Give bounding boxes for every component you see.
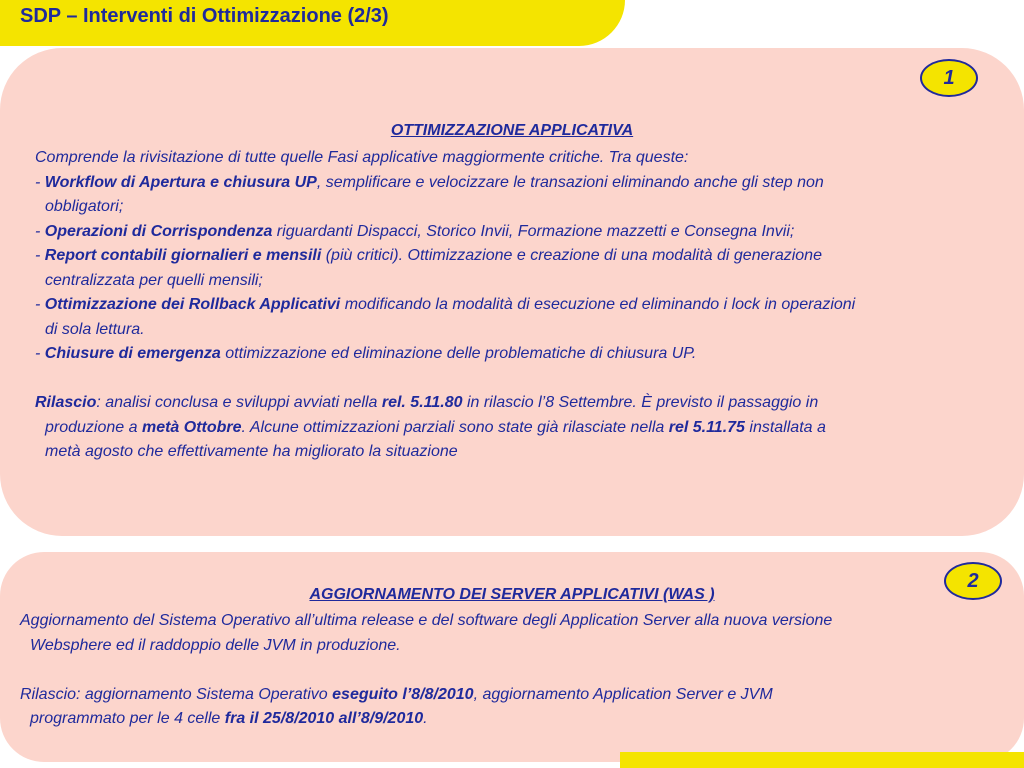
list-item: - Operazioni di Corrispondenza riguardanti Dispacci, Storico Invii, Formazione mazzetti e Consegna Invii;	[35, 222, 795, 240]
panel-ottimizzazione-applicativa	[0, 48, 1024, 536]
list-item: - Workflow di Apertura e chiusura UP, semplificare e velocizzare le transazioni eliminando anche gli step non	[35, 173, 824, 191]
release-note: Rilascio: aggiornamento Sistema Operativo eseguito l’8/8/2010, aggiornamento Application Server e JVM	[20, 685, 773, 703]
list-item-continuation: di sola lettura.	[45, 320, 145, 338]
release-note-continuation: produzione a metà Ottobre. Alcune ottimizzazioni parziali sono state già rilasciate nella rel 5.11.75 installata a	[45, 418, 826, 436]
list-item-continuation: centralizzata per quelli mensili;	[45, 271, 263, 289]
description-text-continuation: Websphere ed il raddoppio delle JVM in produzione.	[30, 636, 401, 654]
page-title: SDP – Interventi di Ottimizzazione (2/3)	[20, 5, 389, 27]
bottom-decoration-strip	[620, 752, 1024, 768]
list-item-continuation: obbligatori;	[45, 198, 124, 215]
release-note-continuation: metà agosto che effettivamente ha migliorato la situazione	[45, 443, 458, 460]
section-number-badge: 1	[920, 59, 978, 97]
section-body	[20, 609, 1005, 732]
title-bar	[0, 0, 625, 46]
intro-text: Comprende la rivisitazione di tutte quelle Fasi applicative maggiormente critiche. Tra queste:	[35, 149, 689, 166]
description-text: Aggiornamento del Sistema Operativo all’ultima release e del software degli Application Server alla nuova versione	[20, 612, 833, 629]
section-heading: AGGIORNAMENTO DEI SERVER APPLICATIVI (WAS )	[309, 586, 715, 603]
panel-aggiornamento-server	[0, 552, 1024, 762]
release-note: Rilascio: analisi conclusa e sviluppi avviati nella rel. 5.11.80 in rilascio l’8 Settembre. È previsto il passaggio in	[35, 394, 819, 411]
section-heading: OTTIMIZZAZIONE APPLICATIVA	[390, 122, 634, 139]
section-number-badge: 2	[944, 562, 1002, 600]
section-body	[35, 146, 1005, 465]
list-item: - Ottimizzazione dei Rollback Applicativi modificando la modalità di esecuzione ed eliminando i lock in operazioni	[35, 296, 856, 313]
release-note-continuation: programmato per le 4 celle fra il 25/8/2010 all’8/9/2010.	[30, 710, 428, 727]
list-item: - Report contabili giornalieri e mensili (più critici). Ottimizzazione e creazione di una modalità di generazione	[35, 247, 822, 264]
list-item: - Chiusure di emergenza ottimizzazione ed eliminazione delle problematiche di chiusura UP.	[35, 345, 697, 362]
